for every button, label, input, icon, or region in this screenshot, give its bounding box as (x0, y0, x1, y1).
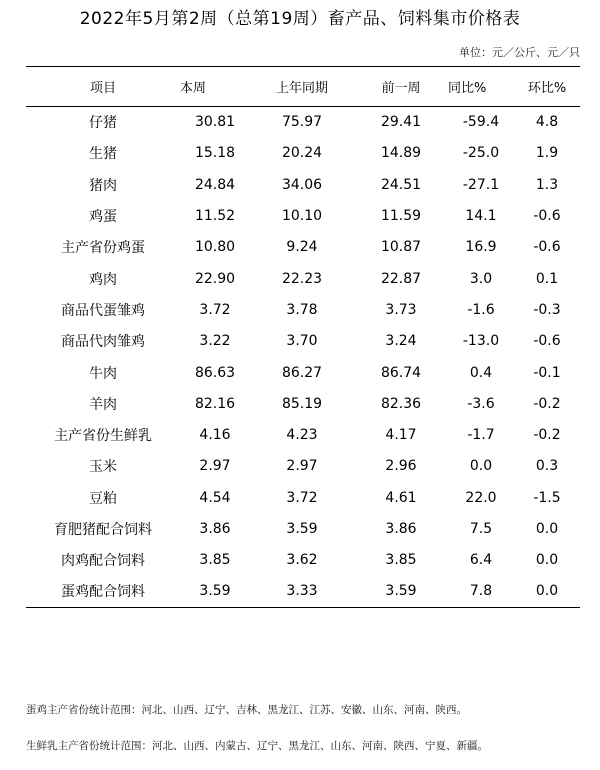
table-body (26, 107, 580, 608)
cell-this-week: 3.85 (199, 552, 231, 569)
cell-item-name: 肉鸡配合饲料 (61, 553, 145, 570)
cell-mom: -0.6 (533, 333, 561, 350)
cell-mom: 0.0 (535, 552, 559, 569)
table-row (26, 200, 580, 231)
cell-last-year: 3.33 (250, 576, 354, 607)
cell-item-name: 主产省份鸡蛋 (61, 240, 145, 257)
column-header-yoy: 同比% (448, 67, 514, 107)
table-header-row (26, 67, 580, 107)
cell-this-week: 4.54 (199, 489, 231, 506)
cell-prev-week: 3.73 (385, 301, 417, 318)
cell-item-name: 生猪 (89, 146, 117, 163)
column-header-last-year: 上年同期 (250, 67, 354, 107)
cell-yoy: 0.0 (469, 458, 493, 475)
cell-last-year: 10.10 (281, 208, 323, 225)
cell-yoy: -27.1 (462, 176, 500, 193)
table-row (26, 482, 580, 513)
cell-last-year: 20.24 (281, 145, 323, 162)
unit-label: 单位：元／公斤、元／只 (459, 46, 580, 59)
cell-prev-week: 4.61 (385, 489, 417, 506)
cell-prev-week: 2.96 (385, 458, 417, 475)
cell-yoy: -1.7 (467, 427, 495, 444)
page-title: 2022年5月第2周（总第19周）畜产品、饲料集市价格表 (79, 9, 521, 29)
table-row (26, 169, 580, 200)
cell-mom: 1.3 (535, 176, 559, 193)
table-row (26, 326, 580, 357)
cell-last-year: 3.70 (286, 333, 318, 350)
cell-last-year: 3.59 (286, 521, 318, 537)
cell-this-week: 3.86 (199, 521, 231, 537)
cell-prev-week: 3.85 (385, 552, 417, 569)
cell-item-name: 仔猪 (89, 115, 117, 132)
cell-prev-week: 86.74 (380, 364, 422, 381)
cell-this-week: 30.81 (194, 114, 236, 131)
cell-last-year: 22.23 (281, 270, 323, 287)
footnote-milk-provinces: 生鲜乳主产省份统计范围：河北、山西、内蒙古、辽宁、黑龙江、山东、河南、陕西、宁夏、新疆。 (26, 740, 488, 752)
cell-this-week: 3.22 (199, 333, 231, 350)
cell-item-name: 育肥猪配合饲料 (54, 522, 152, 538)
cell-mom: -0.1 (533, 364, 561, 381)
column-header-item: 项目 (26, 67, 180, 107)
cell-yoy: -59.4 (462, 114, 500, 131)
cell-mom: 4.8 (535, 114, 559, 131)
cell-mom: 0.1 (535, 270, 559, 287)
cell-yoy: 3.0 (469, 270, 493, 287)
cell-prev-week: 4.17 (385, 427, 417, 444)
cell-item-name: 鸡肉 (89, 271, 117, 288)
cell-yoy: 6.4 (469, 552, 493, 569)
table-row (26, 451, 580, 482)
cell-this-week: 15.18 (194, 145, 236, 162)
cell-item-name: 商品代肉雏鸡 (61, 334, 145, 351)
cell-last-year: 3.72 (286, 489, 318, 506)
footnote-egg-provinces: 蛋鸡主产省份统计范围：河北、山西、辽宁、吉林、黑龙江、江苏、安徽、山东、河南、陕西。 (26, 704, 467, 716)
table-row (26, 294, 580, 325)
cell-yoy: -1.6 (467, 301, 495, 318)
cell-yoy: 14.1 (465, 208, 497, 225)
cell-item-name: 蛋鸡配合饲料 (26, 576, 180, 607)
cell-last-year: 3.62 (286, 552, 318, 569)
cell-this-week: 3.72 (199, 301, 231, 318)
cell-prev-week: 3.59 (354, 576, 448, 607)
cell-prev-week: 11.59 (380, 208, 422, 225)
cell-item-name: 玉米 (89, 459, 117, 476)
table-row (26, 419, 580, 450)
cell-prev-week: 3.24 (385, 333, 417, 350)
cell-item-name: 主产省份生鲜乳 (54, 428, 152, 445)
cell-yoy: -3.6 (467, 395, 495, 412)
cell-prev-week: 24.51 (380, 176, 422, 193)
cell-this-week: 24.84 (194, 176, 236, 193)
cell-this-week: 2.97 (199, 458, 231, 475)
cell-last-year: 4.23 (286, 427, 318, 444)
cell-last-year: 75.97 (281, 114, 323, 131)
cell-yoy: 7.8 (448, 576, 514, 607)
cell-mom: -1.5 (533, 489, 561, 506)
column-header-this-week: 本周 (180, 67, 250, 107)
cell-this-week: 11.52 (194, 208, 236, 225)
cell-this-week: 10.80 (194, 239, 236, 256)
cell-item-name: 豆粕 (89, 490, 117, 507)
cell-item-name: 羊肉 (89, 396, 117, 413)
cell-last-year: 34.06 (281, 176, 323, 193)
cell-last-year: 2.97 (286, 458, 318, 475)
cell-last-year: 86.27 (281, 364, 323, 381)
cell-prev-week: 14.89 (380, 145, 422, 162)
cell-this-week: 22.90 (194, 270, 236, 287)
price-table (26, 66, 580, 608)
column-header-prev-week: 前一周 (354, 67, 448, 107)
column-header-mom: 环比% (514, 67, 580, 107)
cell-last-year: 85.19 (281, 395, 323, 412)
table-row (26, 107, 580, 138)
table-row (26, 357, 580, 388)
cell-last-year: 3.78 (286, 301, 318, 318)
cell-item-name: 鸡蛋 (89, 209, 117, 226)
table-row (26, 232, 580, 263)
cell-mom: 0.0 (535, 521, 559, 537)
cell-item-name: 牛肉 (89, 365, 117, 382)
cell-yoy: 7.5 (469, 521, 493, 537)
table-row (26, 545, 580, 576)
cell-this-week: 86.63 (194, 364, 236, 381)
cell-mom: -0.6 (533, 239, 561, 256)
table-row (26, 263, 580, 294)
cell-mom: -0.2 (533, 427, 561, 444)
table-row (26, 138, 580, 169)
cell-yoy: -13.0 (462, 333, 500, 350)
table-row (26, 388, 580, 419)
cell-item-name: 商品代蛋雏鸡 (61, 302, 145, 319)
cell-mom: 0.3 (535, 458, 559, 475)
cell-yoy: 22.0 (465, 489, 497, 506)
cell-mom: -0.2 (533, 395, 561, 412)
cell-prev-week: 22.87 (380, 270, 422, 287)
cell-mom: -0.6 (533, 208, 561, 225)
table-row (26, 576, 580, 607)
cell-mom: -0.3 (533, 301, 561, 318)
cell-yoy: 0.4 (469, 364, 493, 381)
cell-prev-week: 10.87 (380, 239, 422, 256)
cell-mom: 1.9 (535, 145, 559, 162)
cell-this-week: 82.16 (194, 395, 236, 412)
cell-this-week: 3.59 (180, 576, 250, 607)
cell-prev-week: 29.41 (380, 114, 422, 131)
cell-prev-week: 82.36 (380, 395, 422, 412)
cell-item-name: 猪肉 (89, 177, 117, 194)
cell-yoy: 16.9 (465, 239, 497, 256)
cell-mom: 0.0 (514, 576, 580, 607)
cell-last-year: 9.24 (286, 239, 318, 256)
cell-yoy: -25.0 (462, 145, 500, 162)
cell-this-week: 4.16 (199, 427, 231, 444)
cell-prev-week: 3.86 (385, 521, 417, 537)
table-row (26, 513, 580, 544)
